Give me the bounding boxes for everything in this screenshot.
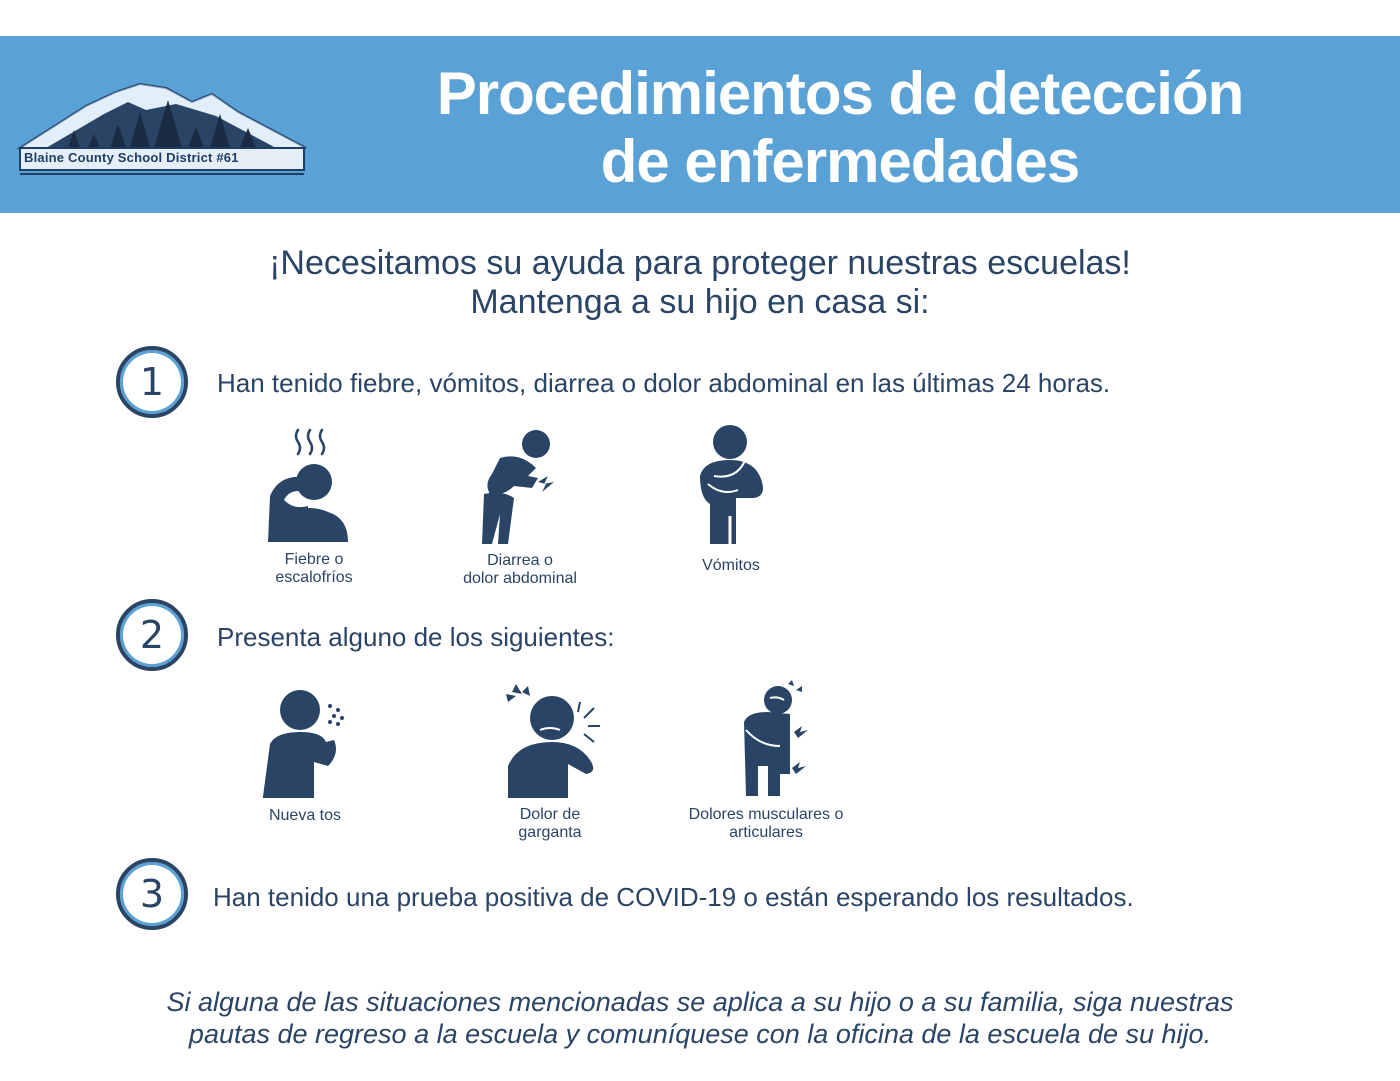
step-2-number: 2 (116, 599, 188, 671)
footer-line-1: Si alguna de las situaciones mencionadas se aplica a su hijo o a su familia, siga nuestras (166, 987, 1234, 1017)
diarrhea-abdominal-pain-icon (480, 428, 564, 544)
step-1-text: Han tenido fiebre, vómitos, diarrea o dolor abdominal en las últimas 24 horas. (217, 368, 1111, 398)
cough-caption: Nueva tos (268, 807, 342, 824)
muscle-joint-pain-caption: Dolores musculares o articulares (688, 806, 844, 841)
footer-line-2: pautas de regreso a la escuela y comuníquese con la oficina de la escuela de su hijo. (188, 1019, 1212, 1049)
title-line-2: de enfermedades (600, 128, 1080, 195)
step-3-number: 3 (116, 858, 188, 930)
cough-icon (260, 688, 350, 798)
fever-chills-icon (262, 424, 354, 544)
page-title (340, 60, 1340, 196)
intro-line-1: ¡Necesitamos su ayuda para proteger nuestras escuelas! (269, 244, 1131, 282)
step-1-number: 1 (116, 346, 188, 418)
vomiting-caption: Vómitos (702, 557, 760, 574)
intro-heading (0, 244, 1400, 322)
diarrhea-abdominal-pain-caption: Diarrea o dolor abdominal (463, 552, 577, 587)
muscle-joint-pain-icon (738, 680, 812, 796)
step-2-text: Presenta alguno de los siguientes: (217, 622, 615, 652)
fever-chills-caption: Fiebre o escalofríos (275, 551, 353, 586)
footer-note (0, 986, 1400, 1050)
sore-throat-icon (500, 682, 604, 798)
vomiting-icon (694, 424, 768, 544)
step-3-text: Han tenido una prueba positiva de COVID-19 o están esperando los resultados. (213, 882, 1134, 912)
district-name: Blaine County School District #61 (24, 150, 239, 165)
sore-throat-caption: Dolor de garganta (518, 806, 582, 841)
title-line-1: Procedimientos de detección (436, 60, 1244, 127)
intro-line-2: Mantenga a su hijo en casa si: (470, 283, 930, 321)
